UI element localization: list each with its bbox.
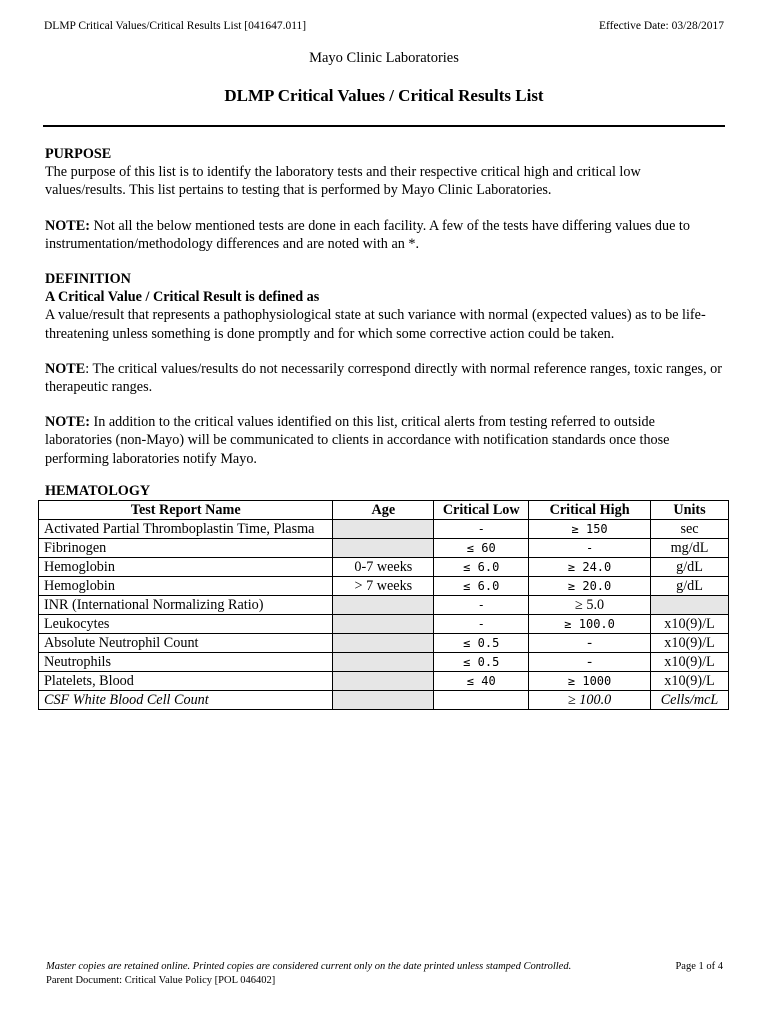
test-name: Activated Partial Thromboplastin Time, Plasma — [39, 520, 333, 539]
page-number: Page 1 of 4 — [675, 961, 723, 972]
organization-name: Mayo Clinic Laboratories — [309, 50, 459, 66]
age-cell — [333, 539, 434, 558]
age-cell: 0-7 weeks — [333, 558, 434, 577]
document-body — [45, 145, 725, 710]
definition-heading: DEFINITION — [45, 271, 131, 288]
footer-notice: Master copies are retained online. Printed copies are considered current only on the date printed unless stamped Controlled. — [46, 961, 572, 972]
age-cell — [333, 672, 434, 691]
critical-low: ≤ 0.5 — [434, 653, 529, 672]
critical-high: ≥ 20.0 — [529, 577, 651, 596]
table-row — [39, 672, 729, 691]
critical-low: - — [434, 615, 529, 634]
critical-high: - — [529, 539, 651, 558]
page-header — [44, 20, 724, 32]
test-name: Hemoglobin — [39, 558, 333, 577]
critical-high: ≥ 24.0 — [529, 558, 651, 577]
table-row — [39, 520, 729, 539]
critical-high: ≥ 100.0 — [529, 615, 651, 634]
units: x10(9)/L — [651, 615, 729, 634]
table-row — [39, 615, 729, 634]
critical-high: ≥ 100.0 — [529, 691, 651, 710]
age-cell — [333, 615, 434, 634]
critical-low: - — [434, 596, 529, 615]
note-text: Not all the below mentioned tests are done in each facility. A few of the tests have differing values due to instrumentation/methodology differences and are noted with an *. — [45, 217, 690, 252]
definition-note-1 — [45, 360, 725, 396]
hematology-table — [38, 500, 729, 710]
age-cell — [333, 634, 434, 653]
note-label: NOTE: — [45, 217, 90, 234]
definition-text: A value/result that represents a pathophysiological state at such variance with normal (expected values) as to be life-threatening unless something is done promptly and for which some corrective action could be taken. — [45, 307, 706, 342]
footer-parent-document: Parent Document: Critical Value Policy [POL 046402] — [46, 975, 276, 986]
units: x10(9)/L — [651, 634, 729, 653]
note-text: In addition to the critical values identified on this list, critical alerts from testing referred to outside laboratories (non-Mayo) will be communicated to clients in accordance with notification standards once those performing laboratories notify Mayo. — [45, 414, 670, 467]
age-cell — [333, 596, 434, 615]
title-divider — [43, 125, 725, 127]
test-name: CSF White Blood Cell Count — [39, 691, 333, 710]
table-row — [39, 596, 729, 615]
document-title: DLMP Critical Values / Critical Results List — [224, 86, 544, 105]
column-header: Age — [333, 501, 434, 520]
units: g/dL — [651, 577, 729, 596]
test-name: INR (International Normalizing Ratio) — [39, 596, 333, 615]
critical-high: - — [529, 634, 651, 653]
table-row — [39, 577, 729, 596]
age-cell: > 7 weeks — [333, 577, 434, 596]
age-cell — [333, 520, 434, 539]
test-name: Absolute Neutrophil Count — [39, 634, 333, 653]
document-id: DLMP Critical Values/Critical Results List [041647.011] — [44, 20, 307, 32]
units: mg/dL — [651, 539, 729, 558]
critical-high: - — [529, 653, 651, 672]
table-row — [39, 634, 729, 653]
hematology-heading: HEMATOLOGY — [45, 482, 151, 499]
definition-subheading: A Critical Value / Critical Result is defined as — [45, 289, 320, 306]
effective-date: Effective Date: 03/28/2017 — [599, 20, 724, 32]
note-label: NOTE: — [45, 414, 90, 431]
table-header-row — [39, 501, 729, 520]
units: g/dL — [651, 558, 729, 577]
test-name: Platelets, Blood — [39, 672, 333, 691]
units: x10(9)/L — [651, 653, 729, 672]
purpose-heading: PURPOSE — [45, 146, 112, 162]
units: sec — [651, 520, 729, 539]
critical-low: ≤ 6.0 — [434, 577, 529, 596]
note-text: : The critical values/results do not necessarily correspond directly with normal reference ranges, toxic ranges, or therapeutic ranges. — [45, 360, 722, 396]
definition-note-2 — [45, 413, 725, 468]
test-name: Neutrophils — [39, 653, 333, 672]
test-name: Hemoglobin — [39, 577, 333, 596]
critical-low: ≤ 0.5 — [434, 634, 529, 653]
test-name: Leukocytes — [39, 615, 333, 634]
test-name: Fibrinogen — [39, 539, 333, 558]
critical-high: ≥ 5.0 — [529, 596, 651, 615]
table-row — [39, 653, 729, 672]
units: x10(9)/L — [651, 672, 729, 691]
age-cell — [333, 653, 434, 672]
column-header: Units — [651, 501, 729, 520]
column-header: Critical Low — [434, 501, 529, 520]
critical-high: ≥ 1000 — [529, 672, 651, 691]
critical-low: - — [434, 520, 529, 539]
critical-high: ≥ 150 — [529, 520, 651, 539]
note-label: NOTE — [45, 360, 86, 377]
table-row — [39, 539, 729, 558]
table-row — [39, 691, 729, 710]
critical-low: ≤ 6.0 — [434, 558, 529, 577]
purpose-text: The purpose of this list is to identify the laboratory tests and their respective critical high and critical low values/results. This list pertains to testing that is performed by Mayo Clinic Laboratories. — [45, 164, 641, 199]
purpose-note — [45, 217, 725, 253]
critical-low: ≤ 40 — [434, 672, 529, 691]
critical-low: ≤ 60 — [434, 539, 529, 558]
units — [651, 596, 729, 615]
column-header: Critical High — [529, 501, 651, 520]
table-row — [39, 558, 729, 577]
units: Cells/mcL — [651, 691, 729, 710]
age-cell — [333, 691, 434, 710]
critical-low — [434, 691, 529, 710]
column-header: Test Report Name — [39, 501, 333, 520]
